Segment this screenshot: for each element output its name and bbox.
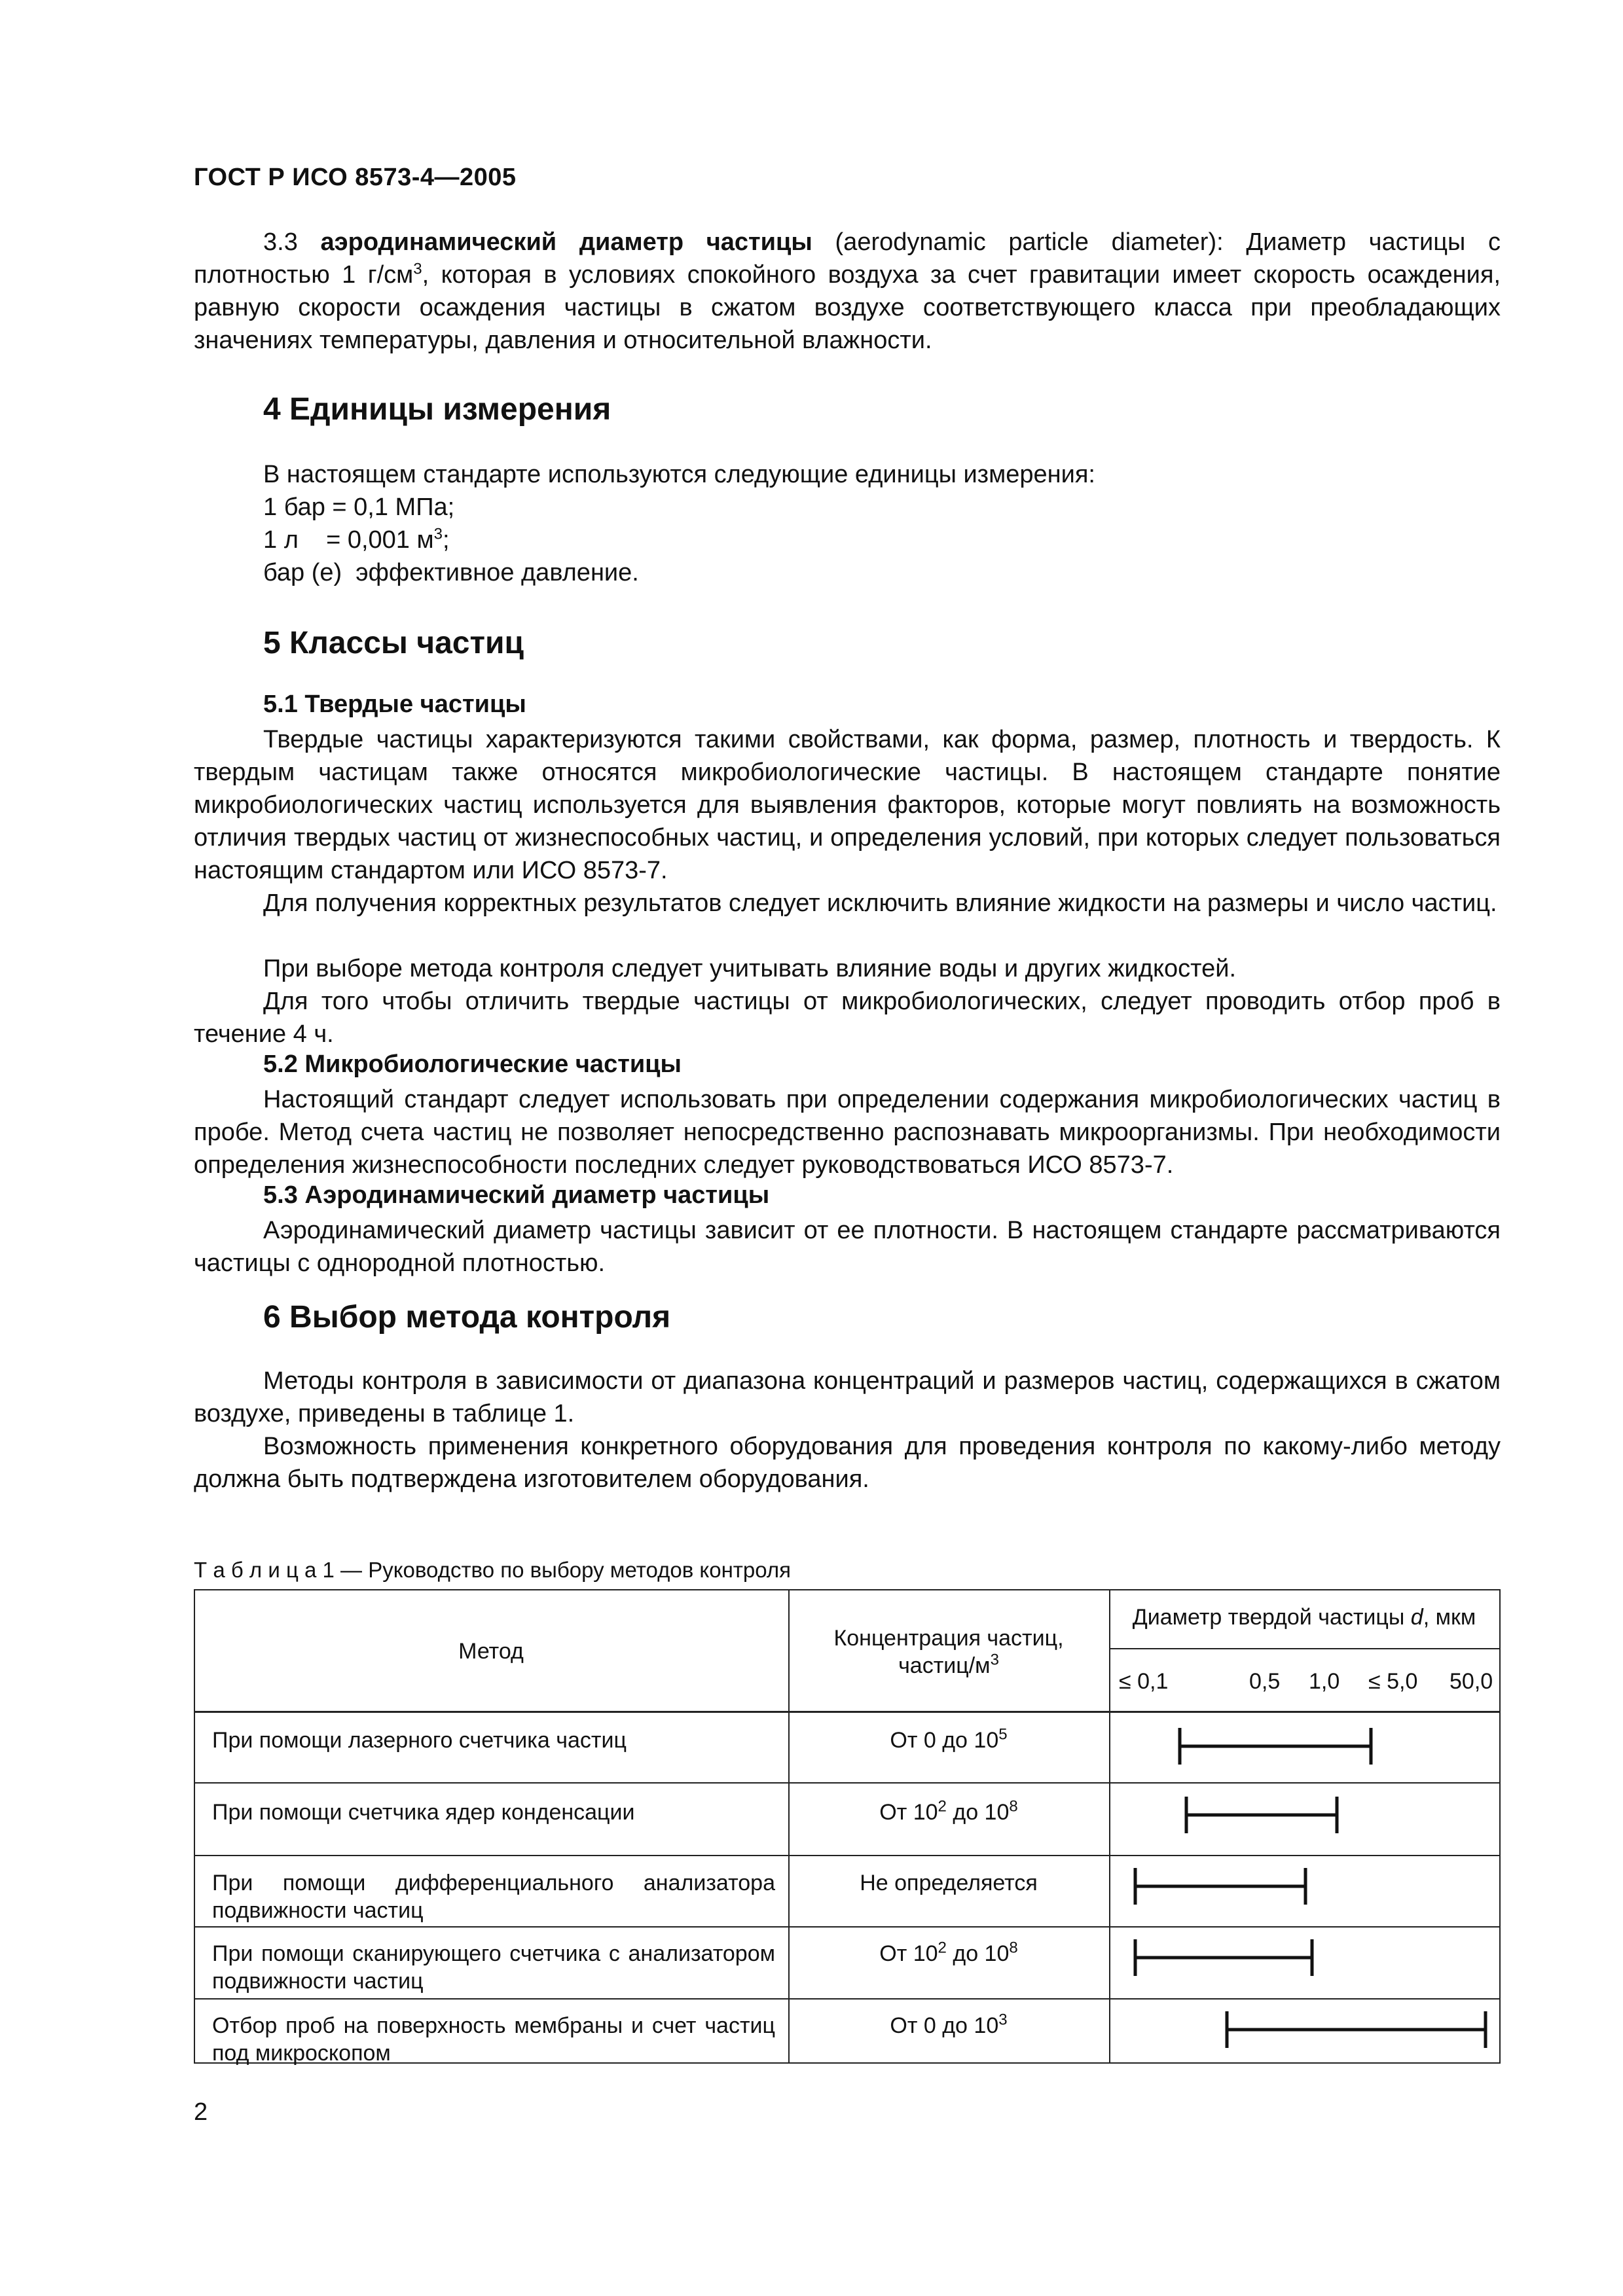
header-diameter-symbol: d <box>1410 1605 1423 1630</box>
header-method: Метод <box>458 1639 524 1664</box>
row-3-method: При помощи дифференциального анализатора подвижности частиц <box>212 1871 775 1923</box>
subsection-5-2-title: 5.2 Микробиологические частицы <box>263 1050 682 1078</box>
conc-text: От 10 <box>879 1941 938 1966</box>
superscript: 3 <box>998 2011 1008 2029</box>
row-4-method: При помощи сканирующего счетчика с анализатором подвижности частиц <box>212 1941 775 1994</box>
unit-bar-e: бар (е) эффективное давление. <box>263 559 639 586</box>
conc-tail: до 10 <box>946 1800 1010 1825</box>
section-6-title: 6 Выбор метода контроля <box>263 1300 671 1335</box>
units-intro: В настоящем стандарте используются следующие единицы измерения: <box>263 461 1095 488</box>
paragraph-6-1: Методы контроля в зависимости от диапазона концентраций и размеров частиц, содержащихся в сжатом воздухе, приведены в таблице 1. <box>194 1367 1501 1427</box>
unit-liter-text: 1 л = 0,001 м <box>263 526 434 554</box>
row-3-concentration <box>788 1869 1109 1897</box>
document-header: ГОСТ Р ИСО 8573-4—2005 <box>194 164 517 191</box>
paragraph-5-2: Настоящий стандарт следует использовать при определении содержания микробиологических частиц в пробе. Метод счета частиц не позволяет непосредственно распознавать микроорганизмы. При необходимости определения жизнеспособности последних следует руководствоваться ИСО 8573-7. <box>194 1086 1501 1179</box>
superscript: 2 <box>938 1939 947 1957</box>
table-border-right <box>1499 1589 1501 2064</box>
header-diameter-unit: , мкм <box>1423 1605 1476 1630</box>
subsection-5-3-title: 5.3 Аэродинамический диаметр частицы <box>263 1181 770 1209</box>
paragraph-5-1-1: Твердые частицы характеризуются такими свойствами, как форма, размер, плотность и твердость. К твердым частицам также относятся микробиологические частицы. В настоящем стандарте понятие микробиологических частиц используется для выявления факторов, которые могут повлиять на возможность отличия твердых частиц от жизнеспособных частиц, и определения условий, при которых следует пользоваться настоящим стандартом или ИСО 8573-7. <box>194 726 1501 884</box>
row-5-method: Отбор проб на поверхность мембраны и счет частиц под микроскопом <box>212 2013 775 2066</box>
table-border-top <box>194 1589 1501 1590</box>
paragraph-5-1-3: При выборе метода контроля следует учитывать влияние воды и других жидкостей. <box>263 955 1237 982</box>
term-bold: аэродинамический диаметр частицы <box>320 228 812 256</box>
tick-label: ≤ 0,1 <box>1119 1669 1169 1694</box>
paragraph-6-2: Возможность применения конкретного оборудования для проведения контроля по какому-либо методу должна быть подтверждена изготовителем оборудования. <box>194 1433 1501 1493</box>
clause-text-2: , которая в условиях спокойного воздуха за счет гравитации имеет скорость осаждения, равную скорости осаждения частицы в сжатом воздухе соответствующего класса при преобладающих значениях температуры, давления и относительной влажности. <box>194 261 1501 354</box>
conc-text: От 0 до 10 <box>890 2013 999 2038</box>
superscript: 8 <box>1009 1797 1018 1816</box>
section-4-title: 4 Единицы измерения <box>263 392 611 427</box>
row-2-method: При помощи счетчика ядер конденсации <box>212 1800 635 1825</box>
header-diameter <box>1109 1604 1499 1631</box>
paragraph-5-3: Аэродинамический диаметр частицы зависит от ее плотности. В настоящем стандарте рассматриваются частицы с однородной плотностью. <box>194 1217 1501 1277</box>
row-2-concentration <box>788 1799 1109 1826</box>
header-concentration-line1: Концентрация частиц, <box>833 1626 1064 1651</box>
header-subdivider <box>1109 1648 1501 1649</box>
header-diameter-text: Диаметр твердой частицы <box>1132 1605 1411 1630</box>
paragraph-3-3 <box>194 226 1501 357</box>
tick-label: ≤ 5,0 <box>1368 1669 1418 1694</box>
conc-text: От 10 <box>879 1800 938 1825</box>
clause-text: (aerodynamic particle diameter): Диаметр частицы с плотностью 1 г/см <box>194 228 1501 289</box>
subsection-5-1-title: 5.1 Твердые частицы <box>263 691 526 718</box>
row-1-method: При помощи лазерного счетчика частиц <box>212 1728 627 1753</box>
clause-number: 3.3 <box>263 228 321 256</box>
paragraph-5-1-4: Для того чтобы отличить твердые частицы от микробиологических, следует проводить отбор проб в течение 4 ч. <box>194 988 1501 1048</box>
superscript: 2 <box>938 1797 947 1816</box>
header-concentration <box>788 1624 1109 1679</box>
page-number: 2 <box>194 2098 208 2126</box>
header-concentration-unit: частиц/м <box>898 1653 991 1678</box>
paragraph-5-1-2: Для получения корректных результатов следует исключить влияние жидкости на размеры и число частиц. <box>263 889 1497 917</box>
tick-label: 1,0 <box>1309 1669 1340 1694</box>
row-4-concentration <box>788 1940 1109 1967</box>
unit-liter-end: ; <box>442 526 450 554</box>
methods-table <box>194 1589 1501 2064</box>
superscript: 3 <box>413 260 422 278</box>
section-5-title: 5 Классы частиц <box>263 626 524 660</box>
unit-liter <box>263 524 450 556</box>
tick-label: 0,5 <box>1249 1669 1281 1694</box>
table-caption: Т а б л и ц а 1 — Руководство по выбору методов контроля <box>194 1558 792 1582</box>
conc-tail: до 10 <box>946 1941 1010 1966</box>
superscript: 3 <box>990 1651 999 1669</box>
conc-text: Не определяется <box>860 1871 1038 1895</box>
tick-label: 50,0 <box>1450 1669 1493 1694</box>
superscript: 5 <box>998 1725 1008 1744</box>
row-5-concentration <box>788 2012 1109 2039</box>
superscript: 3 <box>433 525 443 543</box>
row-1-concentration <box>788 1727 1109 1754</box>
conc-text: От 0 до 10 <box>890 1728 999 1753</box>
superscript: 8 <box>1009 1939 1018 1957</box>
unit-bar: 1 бар = 0,1 МПа; <box>263 493 455 521</box>
diameter-range-bars <box>1109 1711 1499 2062</box>
header-concentration-line2 <box>788 1652 1109 1679</box>
